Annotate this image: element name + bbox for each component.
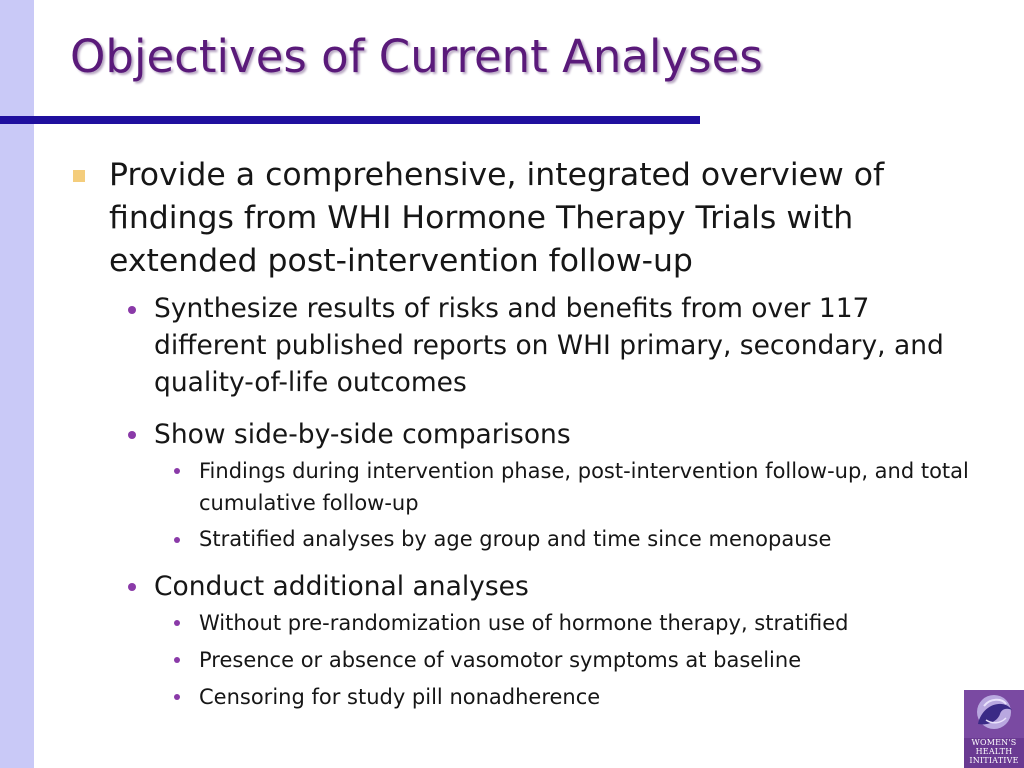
- main-bullet-square-icon: [73, 170, 85, 182]
- slide-title: Objectives of Current Analyses: [70, 30, 763, 83]
- whi-logo: [964, 690, 1024, 768]
- whi-logo-text: [964, 738, 1024, 765]
- whi-logo-emblem-icon: [964, 690, 1024, 738]
- logo-line-health: HEALTH: [975, 747, 1013, 756]
- sub-bullet-dot-icon: [128, 306, 136, 314]
- sub-bullet-synthesize: Synthesize results of risks and benefits from over 117 different published reports on WHI primary, secondary, and quality-of-life outcomes: [154, 293, 944, 398]
- logo-line-initiative: INITIATIVE: [969, 756, 1019, 765]
- subsub-bullet-findings: Findings during intervention phase, post-intervention follow-up, and total cumulative follow-up: [199, 459, 969, 515]
- main-bullet-text: Provide a comprehensive, integrated overview of findings from WHI Hormone Therapy Trials with extended post-intervention follow-up: [109, 157, 885, 279]
- subsub-bullet-dot-icon: [174, 694, 180, 700]
- subsub-bullet-vasomotor: Presence or absence of vasomotor symptoms at baseline: [199, 648, 802, 672]
- logo-line-womens: WOMEN'S: [971, 738, 1017, 747]
- subsub-bullet-pre-randomization: Without pre-randomization use of hormone therapy, stratified: [199, 611, 849, 635]
- subsub-bullet-dot-icon: [174, 620, 180, 626]
- sub-bullet-dot-icon: [128, 583, 136, 591]
- subsub-bullet-dot-icon: [174, 657, 180, 663]
- sub-bullet-comparisons: Show side-by-side comparisons: [154, 419, 571, 450]
- subsub-bullet-dot-icon: [174, 468, 180, 474]
- sub-bullet-dot-icon: [128, 431, 136, 439]
- subsub-bullet-stratified: Stratified analyses by age group and time since menopause: [199, 527, 832, 551]
- sub-bullet-additional-analyses: Conduct additional analyses: [154, 571, 529, 602]
- subsub-bullet-dot-icon: [174, 537, 180, 543]
- subsub-bullet-censoring: Censoring for study pill nonadherence: [199, 685, 601, 709]
